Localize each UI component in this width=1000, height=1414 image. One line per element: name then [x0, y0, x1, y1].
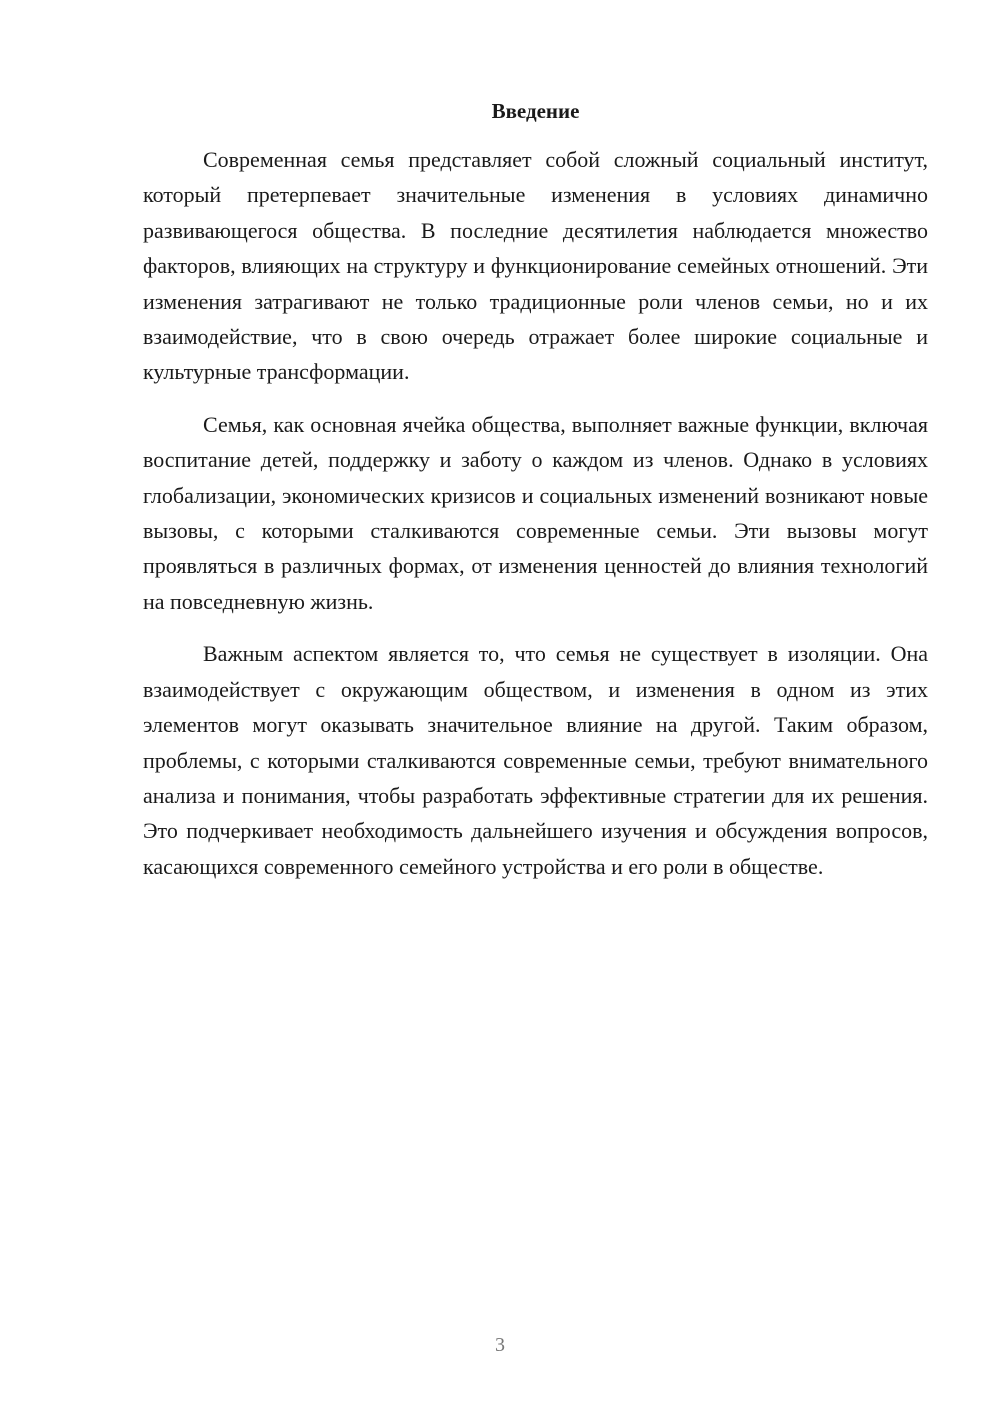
paragraph-1: Современная семья представляет собой сложный социальный институт, который претерпевает значительные изменения в условиях динамично развивающегося общества. В последние десятилетия наблюдается множество факторов, влияющих на структуру и функционирование семейных отношений. Эти изменения затрагивают не только традиционные роли членов семьи, но и их взаимодействие, что в свою очередь отражает более широкие социальные и культурные трансформации.	[143, 147, 928, 385]
page-number: 3	[495, 1334, 505, 1356]
section-heading: Введение	[491, 99, 580, 123]
page-body	[143, 96, 928, 901]
paragraph-2: Семья, как основная ячейка общества, выполняет важные функции, включая воспитание детей, поддержку и заботу о каждом из членов. Однако в условиях глобализации, экономических кризисов и социальных изменений возникают новые вызовы, с которыми сталкиваются современные семьи. Эти вызовы могут проявляться в различных формах, от изменения ценностей до влияния технологий на повседневную жизнь.	[143, 411, 928, 614]
paragraph-3: Важным аспектом является то, что семья не существует в изоляции. Она взаимодействует с окружающим обществом, и изменения в одном из этих элементов могут оказывать значительное влияние на другой. Таким образом, проблемы, с которыми сталкиваются современные семьи, требуют внимательного анализа и понимания, чтобы разработать эффективные стратегии для их решения. Это подчеркивает необходимость дальнейшего изучения и обсуждения вопросов, касающихся современного семейного устройства и его роли в обществе.	[143, 641, 928, 879]
